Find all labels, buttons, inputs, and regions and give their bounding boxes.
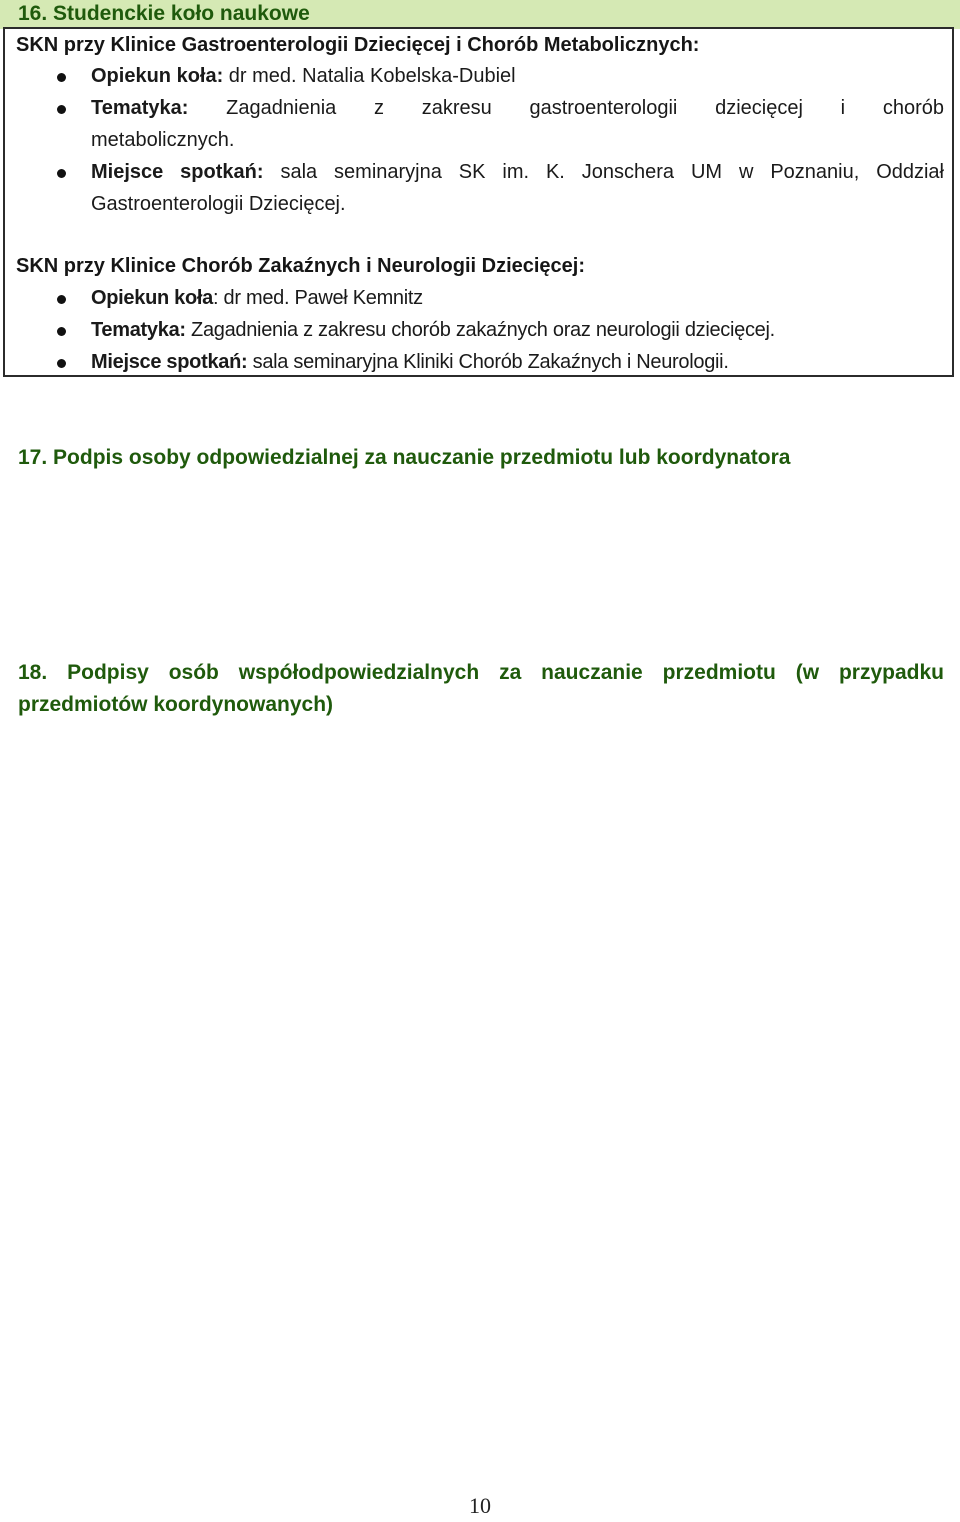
list-item: Miejsce spotkań: sala seminaryjna SK im. K. Jonschera UM w Poznaniu, Oddział (91, 161, 945, 183)
list-item: Opiekun koła: dr med. Natalia Kobelska-Dubiel (91, 65, 516, 87)
bullet-icon (57, 295, 66, 304)
list-item: Miejsce spotkań: sala seminaryjna Kliniki Chorób Zakaźnych i Neurologii. (91, 351, 729, 373)
page-number: 10 (469, 1493, 491, 1518)
group-title-gastro: SKN przy Klinice Gastroenterologii Dziecięcej i Chorób Metabolicznych: (16, 34, 700, 56)
list-item-continuation: Gastroenterologii Dziecięcej. (91, 193, 346, 215)
list-item-continuation: metabolicznych. (91, 129, 235, 151)
bullet-icon (57, 73, 66, 82)
bullet-icon (57, 327, 66, 336)
student-club-box (3, 27, 954, 377)
list-item: Tematyka: Zagadnienia z zakresu gastroenterologii dziecięcej i chorób (91, 97, 944, 119)
list-item: Opiekun koła: dr med. Paweł Kemnitz (91, 287, 423, 309)
bullet-icon (57, 359, 66, 368)
group-title-infectious: SKN przy Klinice Chorób Zakaźnych i Neurologii Dziecięcej: (16, 255, 586, 277)
section-18-heading: 18. Podpisy osób współodpowiedzialnych za nauczanie przedmiotu (w przypadku (18, 661, 944, 684)
section-17-heading: 17. Podpis osoby odpowiedzialnej za nauczanie przedmiotu lub koordynatora (18, 446, 791, 469)
list-item: Tematyka: Zagadnienia z zakresu chorób zakaźnych oraz neurologii dziecięcej. (91, 319, 775, 341)
bullet-icon (57, 169, 66, 178)
section-18-heading-continuation: przedmiotów koordynowanych) (18, 693, 334, 716)
bullet-icon (57, 105, 66, 114)
section-16-heading: 16. Studenckie koło naukowe (0, 0, 960, 29)
